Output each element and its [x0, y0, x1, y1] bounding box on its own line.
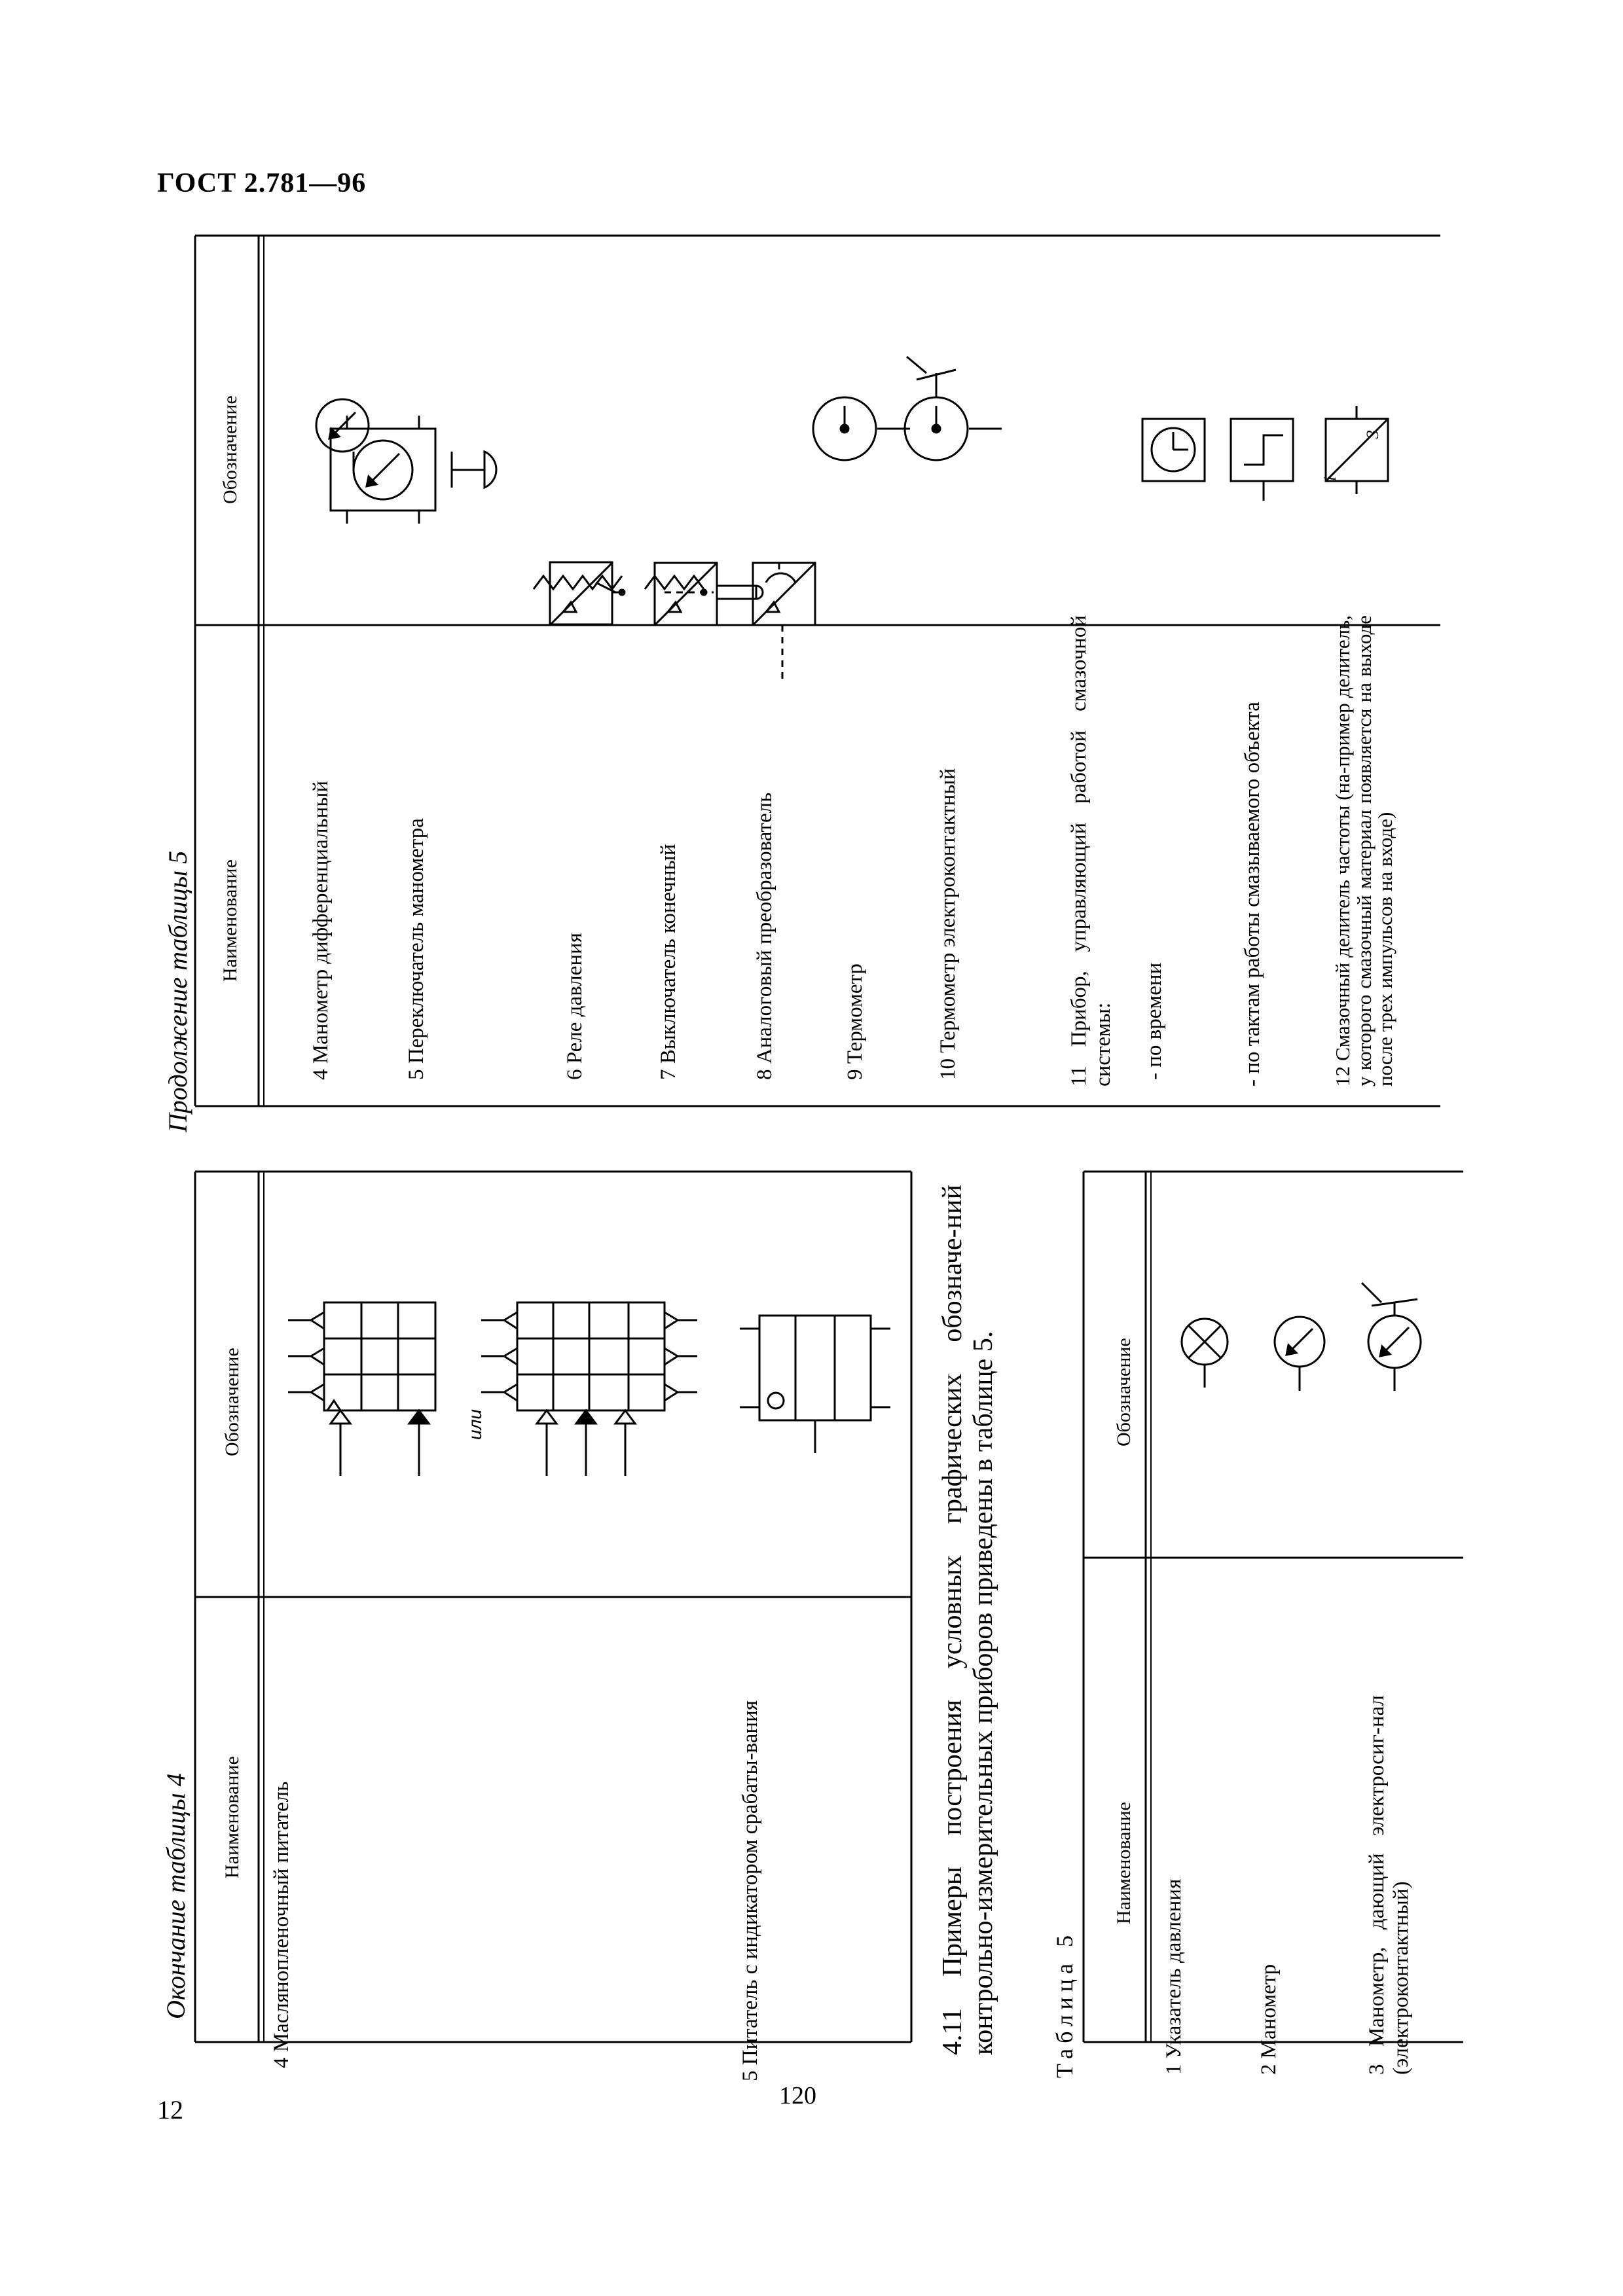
- table5-row8-name: 8 Аналоговый преобразователь: [753, 792, 776, 1080]
- limit-switch-symbol: [645, 563, 763, 625]
- differential-manometer-symbol: [316, 399, 369, 471]
- table5-header-name: Наименование: [1113, 1802, 1135, 1924]
- page-number: 12: [157, 2095, 183, 2125]
- table4-row4-or-label: или: [465, 1409, 485, 1440]
- table5-cont-caption: Продолжение таблицы 5: [163, 850, 192, 1132]
- manometer-switch-symbol: [331, 416, 496, 524]
- electrocontact-manometer-symbol: [1362, 1283, 1421, 1391]
- pressure-indicator-symbol: [1182, 1319, 1228, 1388]
- divider-input-label: i: [1321, 476, 1340, 481]
- table5-row6-name: 6 Реле давления: [563, 933, 587, 1080]
- document-standard-title: ГОСТ 2.781—96: [157, 168, 367, 198]
- electrocontact-thermometer-symbol: [905, 357, 1002, 460]
- table5-row1-name: 1 Указатель давления: [1162, 1878, 1186, 2075]
- table5-row7-name: 7 Выключатель конечный: [657, 844, 680, 1080]
- table5-cont-grid: [195, 236, 1440, 1106]
- lube-timer-symbol: [1142, 419, 1205, 481]
- oil-film-feeder-symbol-2: [481, 1302, 697, 1476]
- table5-row10-name: 10 Термометр электроконтактный: [936, 768, 960, 1080]
- table4-row5-name: 5 Питатель с индикатором срабаты-вания: [739, 1700, 762, 2081]
- lube-cycle-symbol: [1231, 419, 1293, 501]
- table5-cont-header-name: Наименование: [219, 859, 241, 982]
- table4-header-name: Наименование: [221, 1756, 243, 1878]
- table5-row2-name: 2 Манометр: [1257, 1964, 1281, 2075]
- oil-film-feeder-symbol-1: [288, 1302, 435, 1476]
- table5-row4-name: 4 Манометр дифференциальный: [309, 780, 333, 1080]
- table5-row9-name: 9 Термометр: [843, 963, 867, 1080]
- table5-label: Таблица 5: [1051, 1930, 1078, 2078]
- table4-row4-name: 4 Маслянопленочный питатель: [270, 1781, 293, 2068]
- table5-cont-header-symbol: Обозначение: [219, 395, 241, 504]
- table5-row11-cycles-name: - по тактам работы смазываемого объекта: [1241, 702, 1264, 1086]
- table4-caption: Окончание таблицы 4: [161, 1773, 191, 2019]
- table5-header-symbol: Обозначение: [1113, 1338, 1135, 1446]
- table4-header-symbol: Обозначение: [221, 1348, 243, 1456]
- table5-row3-name: 3 Манометр, дающий электросиг-нал (электроконтактный): [1365, 1695, 1413, 2075]
- manometer-symbol: [1275, 1317, 1324, 1391]
- table5-row11-time-name: - по времени: [1142, 962, 1166, 1080]
- section-4-11-text: 4.11 Примеры построения условных графических обозначе-ний контрольно-измерительных приборов приведены в таблице 5.: [938, 1185, 999, 2055]
- feeder-with-indicator-symbol: [740, 1316, 890, 1453]
- table5-row12-name: 12 Смазочный делитель частоты (на-пример делитель, у которого смазочный материал появляется на выходе после трех импульсов на входе): [1331, 615, 1397, 1086]
- analog-converter-symbol: [753, 563, 815, 681]
- footer-page-number: 120: [779, 2082, 816, 2109]
- thermometer-symbol: [813, 397, 910, 460]
- table5-row11-name: 11 Прибор, управляющий работой смазочной системы:: [1067, 615, 1115, 1086]
- divider-output-label: 3: [1363, 430, 1382, 439]
- table5-row5-name: 5 Переключатель манометра: [405, 818, 428, 1080]
- table5-grid: [1084, 1172, 1463, 2042]
